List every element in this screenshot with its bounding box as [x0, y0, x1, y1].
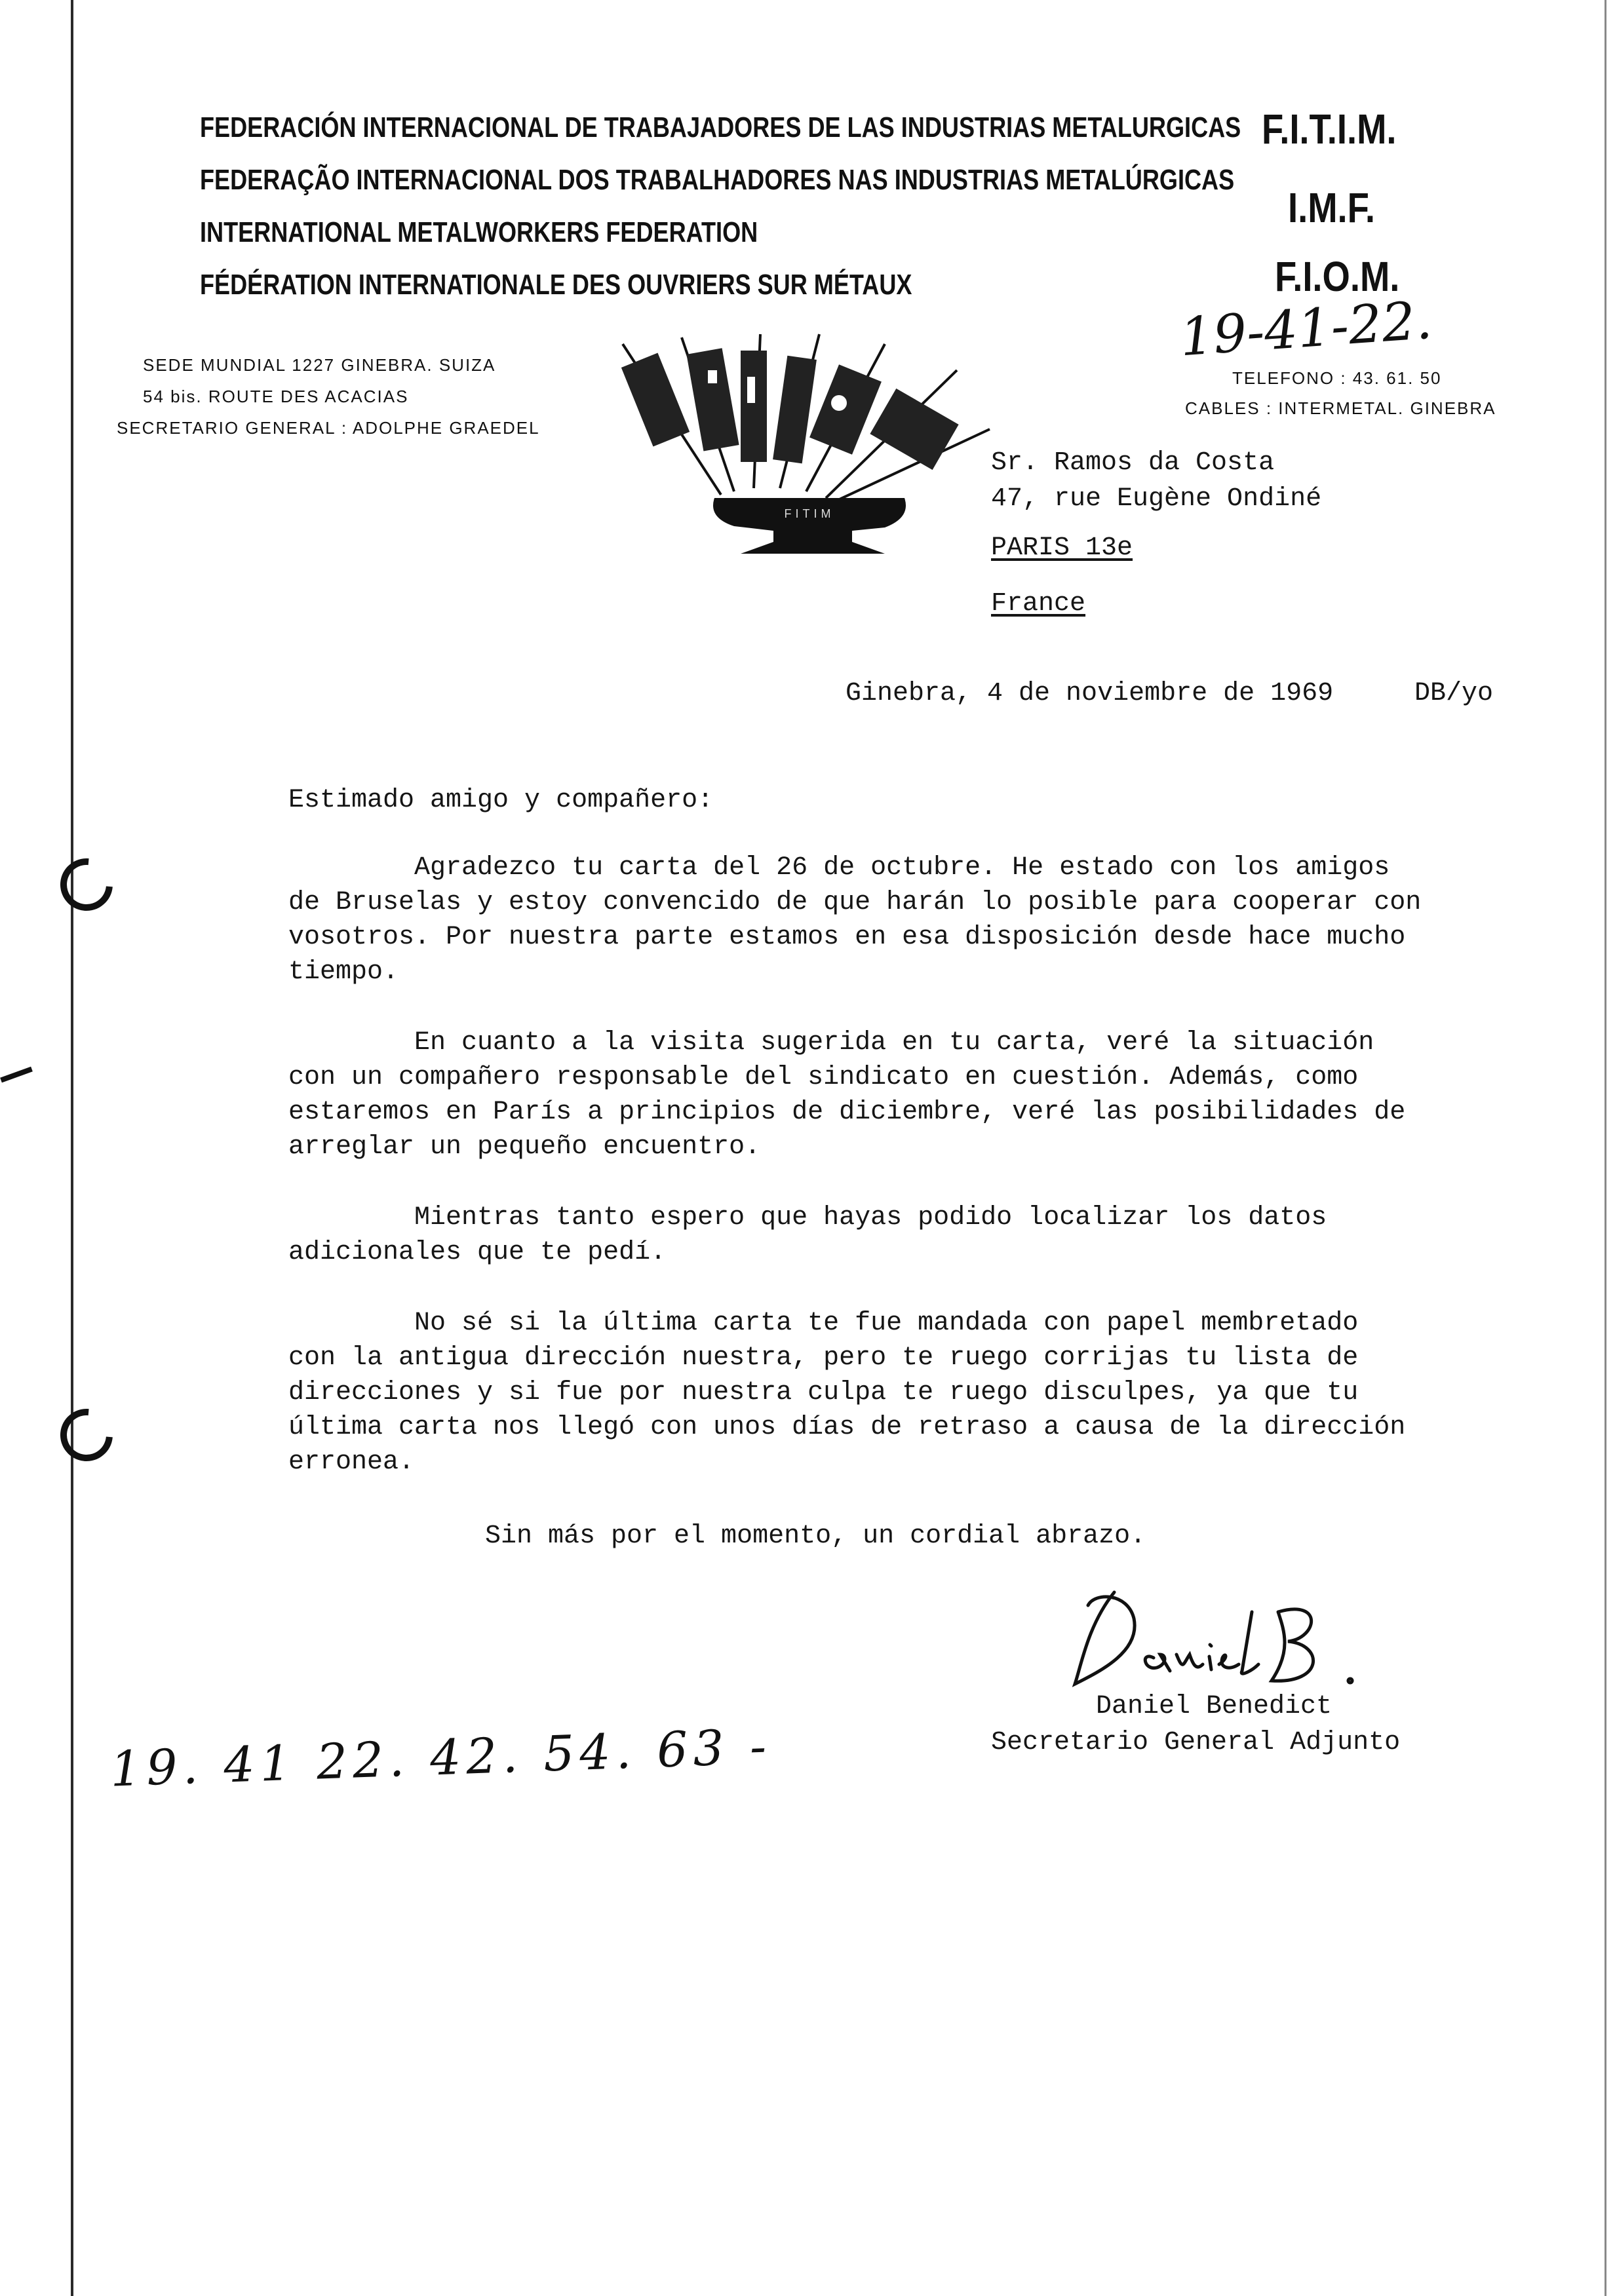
- handwritten-archive-number: 19-41-22.: [1178, 289, 1434, 368]
- address-line-1: SEDE MUNDIAL 1227 GINEBRA. SUIZA: [143, 355, 496, 375]
- acronym-fiom: F.I.O.M.: [1275, 253, 1400, 300]
- signatory-name: Daniel Benedict: [1096, 1692, 1333, 1721]
- paragraph-line: tiempo.: [288, 957, 399, 987]
- recipient-street: 47, rue Eugène Ondiné: [991, 484, 1322, 514]
- cables-line: CABLES : INTERMETAL. GINEBRA: [1185, 398, 1496, 418]
- paragraph-line: Mientras tanto espero que hayas podido localizar los datos: [288, 1203, 1327, 1233]
- org-name-portuguese: FEDERAÇÃO INTERNACIONAL DOS TRABALHADORES NAS INDUSTRIAS METALÚRGICAS: [200, 164, 1235, 196]
- paragraph-3: [288, 1200, 1508, 1270]
- org-name-spanish: FEDERACIÓN INTERNACIONAL DE TRABAJADORES DE LAS INDUSTRIAS METALURGICAS: [200, 111, 1241, 144]
- place-and-date: Ginebra, 4 de noviembre de 1969: [846, 679, 1334, 708]
- handwritten-reference-numbers: 19. 41 22. 42. 54. 63 -: [109, 1718, 773, 1798]
- page-edge-left: [71, 0, 73, 2296]
- paragraph-line: adicionales que te pedí.: [288, 1238, 667, 1267]
- reference-initials: DB/yo: [1414, 679, 1494, 708]
- acronym-fitim: F.I.T.I.M.: [1262, 105, 1397, 153]
- recipient-country: France: [991, 589, 1086, 619]
- paragraph-line: estaremos en París a principios de diciembre, veré las posibilidades de: [288, 1098, 1406, 1127]
- paragraph-line: última carta nos llegó con unos días de retraso a causa de la dirección: [288, 1413, 1406, 1442]
- org-name-french: FÉDÉRATION INTERNATIONALE DES OUVRIERS SUR MÉTAUX: [200, 269, 912, 301]
- paragraph-line: de Bruselas y estoy convencido de que harán lo posible para cooperar con: [288, 888, 1422, 917]
- fitim-anvil-logo: [603, 331, 1022, 567]
- paragraph-line: vosotros. Por nuestra parte estamos en esa disposición desde hace mucho: [288, 923, 1406, 952]
- punch-hole-bottom: [50, 1398, 124, 1472]
- page-edge-right: [1605, 0, 1606, 2296]
- paragraph-2: [288, 1025, 1508, 1164]
- org-name-english: INTERNATIONAL METALWORKERS FEDERATION: [200, 216, 758, 248]
- punch-hole-top: [50, 848, 124, 922]
- paragraph-line: arreglar un pequeño encuentro.: [288, 1132, 761, 1162]
- paragraph-line: direcciones y si fue por nuestra culpa te ruego disculpes, ya que tu: [288, 1378, 1359, 1407]
- signatory-title: Secretario General Adjunto: [991, 1728, 1401, 1757]
- paragraph-line: con un compañero responsable del sindicato en cuestión. Además, como: [288, 1063, 1359, 1092]
- address-line-3: SECRETARIO GENERAL : ADOLPHE GRAEDEL: [117, 418, 540, 438]
- recipient-name: Sr. Ramos da Costa: [991, 448, 1275, 478]
- paragraph-line: En cuanto a la visita sugerida en tu carta, veré la situación: [288, 1028, 1374, 1058]
- anvil-shape: [713, 498, 906, 554]
- address-line-2: 54 bis. ROUTE DES ACACIAS: [143, 387, 409, 406]
- anvil-label: FITIM: [784, 507, 835, 520]
- acronym-imf: I.M.F.: [1288, 184, 1375, 231]
- paragraph-line: No sé si la última carta te fue mandada con papel membretado: [288, 1309, 1359, 1338]
- salutation: Estimado amigo y compañero:: [288, 786, 714, 815]
- edge-mark: [0, 1067, 33, 1083]
- telephone-line: TELEFONO : 43. 61. 50: [1232, 368, 1442, 388]
- paragraph-line: Agradezco tu carta del 26 de octubre. He estado con los amigos: [288, 853, 1390, 883]
- paragraph-1: [288, 851, 1508, 989]
- paragraph-line: con la antigua dirección nuestra, pero te ruego corrijas tu lista de: [288, 1343, 1359, 1373]
- paragraph-4: [288, 1306, 1508, 1480]
- recipient-city: PARIS 13e: [991, 533, 1133, 563]
- paragraph-line: erronea.: [288, 1447, 415, 1477]
- handwritten-signature: [1062, 1573, 1376, 1697]
- closing-line: Sin más por el momento, un cordial abrazo.: [485, 1521, 1146, 1551]
